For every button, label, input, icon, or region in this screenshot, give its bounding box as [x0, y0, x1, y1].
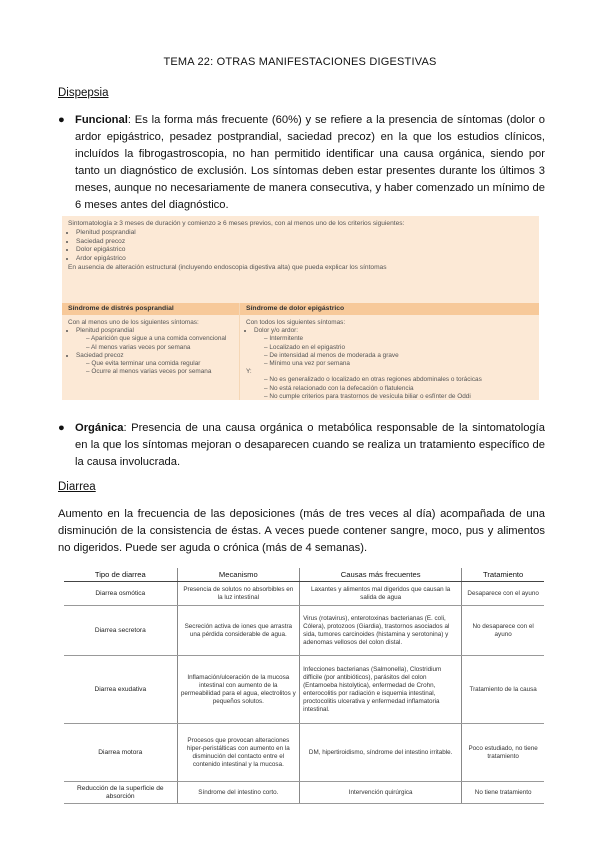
organica-label: Orgánica — [75, 422, 124, 434]
left-sub: – Ocurre al menos varias veces por semana — [86, 368, 236, 376]
table-cell: Virus (rotavirus), enterotoxinas bacterianas (E. coli, Cólera), protozoos (Giardia), trastornos asociados al sida, tumores carcinoides (histamina y serotonina) y adenomas vellosos del colon distal. — [300, 606, 462, 656]
table-cell: Inflamación/ulceración de la mucosa intestinal con aumento de la permeabilidad para el agua, electrolitos y pequeños solutos. — [177, 656, 299, 724]
right-sub: – Intermitente — [264, 335, 534, 343]
table-cell: Procesos que provocan alteraciones hiper-peristálticas con aumento en la disminución del contacto entre el contenido intestinal y la mucosa. — [177, 724, 299, 782]
criteria-item: • Plenitud posprandial — [76, 229, 533, 238]
bullet-funcional — [58, 112, 545, 214]
criteria-item: • Ardor epigástrico — [76, 255, 533, 264]
right-sub: – Mínimo una vez por semana — [264, 360, 534, 368]
funcional-text: : Es la forma más frecuente (60%) y se refiere a la presencia de síntomas (dolor o ardor epigástrico, pesadez postprandial, saciedad precoz) en la que los estudios clínicos, incluídos la fibrogastroscopia, no han permitido identificar una causa orgánica, siendo por tanto un diagnóstico de exclusión. Los síntomas deben estar presentes durante los últimos 3 meses, aunque no necesariamente de manera consecutiva, y haber comenzado un mínimo de 6 meses antes del diagnóstico. — [75, 114, 545, 211]
table-cell: Diarrea osmótica — [64, 582, 177, 606]
table-cell: Diarrea exudativa — [64, 656, 177, 724]
table-cell: Laxantes y alimentos mal digeridos que causan la salida de agua — [300, 582, 462, 606]
section-heading-diarrea: Diarrea — [58, 481, 96, 493]
table-cell: Intervención quirúrgica — [300, 782, 462, 804]
criteria-item: • Saciedad precoz — [76, 238, 533, 247]
table-cell: Reducción de la superficie de absorción — [64, 782, 177, 804]
table-row — [64, 724, 544, 782]
table-cell: Síndrome del intestino corto. — [177, 782, 299, 804]
table-header: Causas más frecuentes — [300, 568, 462, 582]
table-header: Tratamiento — [462, 568, 544, 582]
diarrea-table — [64, 568, 544, 804]
right-sub: – De intensidad al menos de moderada a grave — [264, 352, 534, 360]
left-item: Plenitud posprandial — [76, 327, 134, 335]
table-cell: Diarrea motora — [64, 724, 177, 782]
criteria-box — [62, 216, 539, 400]
organica-text: : Presencia de una causa orgánica o metabólica responsable de la sintomatología en la que los síntomas mejoran o desaparecen cuando se realiza un tratamiento específico de la causa involucrada. — [75, 422, 545, 468]
funcional-label: Funcional — [75, 114, 128, 126]
left-item: Saciedad precoz — [76, 351, 124, 359]
table-row — [64, 606, 544, 656]
table-cell: No desaparece con el ayuno — [462, 606, 544, 656]
table-cell: Poco estudiado, no tiene tratamiento — [462, 724, 544, 782]
right-sub2: – No es generalizado o localizado en otras regiones abdominales o torácicas — [264, 376, 482, 384]
left-column — [68, 319, 236, 376]
table-cell: Desaparece con el ayuno — [462, 582, 544, 606]
left-sub: – Que evita terminar una comida regular — [86, 360, 236, 368]
table-cell: Diarrea secretora — [64, 606, 177, 656]
table-cell: Tratamiento de la causa — [462, 656, 544, 724]
table-cell: Secreción activa de iones que arrastra una pérdida considerable de agua. — [177, 606, 299, 656]
left-intro: Con al menos uno de los siguientes síntomas: — [68, 319, 199, 326]
page-title: TEMA 22: OTRAS MANIFESTACIONES DIGESTIVAS — [163, 56, 437, 68]
right-sub2: – No está relacionado con la defecación o flatulencia — [264, 384, 414, 392]
right-intro: Con todos los siguientes síntomas: — [246, 319, 346, 326]
table-cell: Infecciones bacterianas (Salmonella), Clostridium difficile (por antibióticos), parásitos del colon (Entamoeba histolytica), enfermedad de Crohn, enterocolitis por radiación e isquemia intestinal, proctocolitis ulcerativa y enfermedad inflamatoria intestinal. — [300, 656, 462, 724]
criteria-item: • Dolor epigástrico — [76, 246, 533, 255]
bullet-dot: ● — [58, 422, 65, 434]
right-sub2: – No cumple criterios para trastornos de vesícula biliar o esfínter de Oddi — [264, 392, 471, 400]
right-header: Síndrome de dolor epigástrico — [240, 303, 539, 315]
table-cell: No tiene tratamiento — [462, 782, 544, 804]
table-row — [64, 656, 544, 724]
left-sub: – Aparición que sigue a una comida convencional — [86, 335, 236, 343]
right-y: Y: — [246, 368, 252, 376]
table-cell: DM, hipertiroidismo, síndrome del intestino irritable. — [300, 724, 462, 782]
bullet-dot: ● — [58, 114, 65, 126]
criteria-intro: Sintomatología ≥ 3 meses de duración y comienzo ≥ 6 meses previos, con al menos uno de los criterios siguientes: — [68, 220, 405, 227]
right-item: Dolor y/o ardor: — [254, 327, 299, 335]
diarrea-text: Aumento en la frecuencia de las deposiciones (más de tres veces al día) acompañada de una disminución de la consistencia de éstas. A veces puede contener sangre, moco, pus y alimentos no digeridos. Puede ser aguda o crónica (más de 4 semanas). — [58, 508, 545, 554]
table-header: Mecanismo — [177, 568, 299, 582]
bullet-organica — [58, 420, 545, 471]
left-header: Síndrome de distrés posprandial — [62, 303, 242, 315]
column-divider — [239, 303, 240, 400]
table-header: Tipo de diarrea — [64, 568, 177, 582]
left-sub: – Al menos varias veces por semana — [86, 344, 236, 352]
section-heading-dispepsia: Dispepsia — [58, 87, 109, 99]
table-cell: Presencia de solutos no absorbibles en la luz intestinal — [177, 582, 299, 606]
table-row — [64, 582, 544, 606]
right-sub: – Localizado en el epigastrio — [264, 344, 534, 352]
right-column — [246, 319, 534, 401]
table-row — [64, 782, 544, 804]
criteria-exclusion: En ausencia de alteración estructural (incluyendo endoscopia digestiva alta) que pueda explicar los síntomas — [68, 263, 387, 271]
